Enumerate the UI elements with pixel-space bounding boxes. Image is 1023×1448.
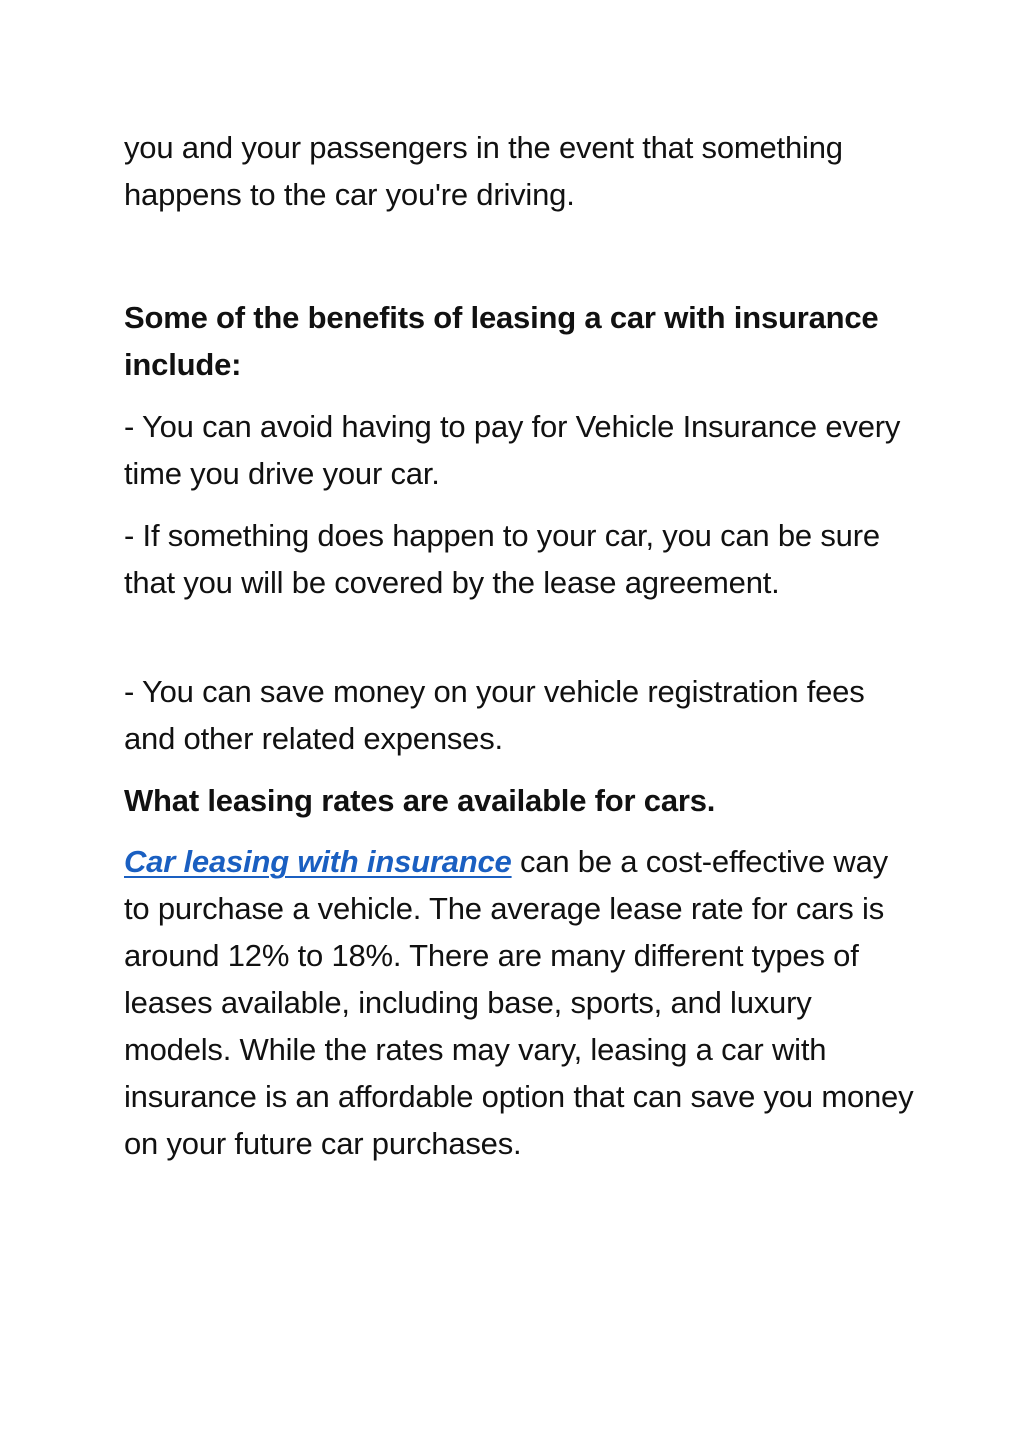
rates-paragraph-text: can be a cost-effective way to purchase a vehicle. The average lease rate for cars is around 12% to 18%. There are many different types of leases available, including base, sports, and luxury models. While the rates may vary, leasing a car with insurance is an affordable option that can save you money on your future car purchases. [124,844,914,1161]
intro-continuation-paragraph: you and your passengers in the event that something happens to the car you're driving. [124,130,843,212]
benefit-item-3: - You can save money on your vehicle registration fees and other related expenses. [124,674,865,756]
benefit-item-2: - If something does happen to your car, you can be sure that you will be covered by the lease agreement. [124,518,880,600]
rates-heading: What leasing rates are available for cars. [124,783,716,818]
rates-paragraph [124,838,914,1167]
car-leasing-with-insurance-link[interactable]: Car leasing with insurance [124,844,512,879]
benefits-heading: Some of the benefits of leasing a car with insurance include: [124,300,879,382]
benefit-item-1: - You can avoid having to pay for Vehicle Insurance every time you drive your car. [124,409,901,491]
